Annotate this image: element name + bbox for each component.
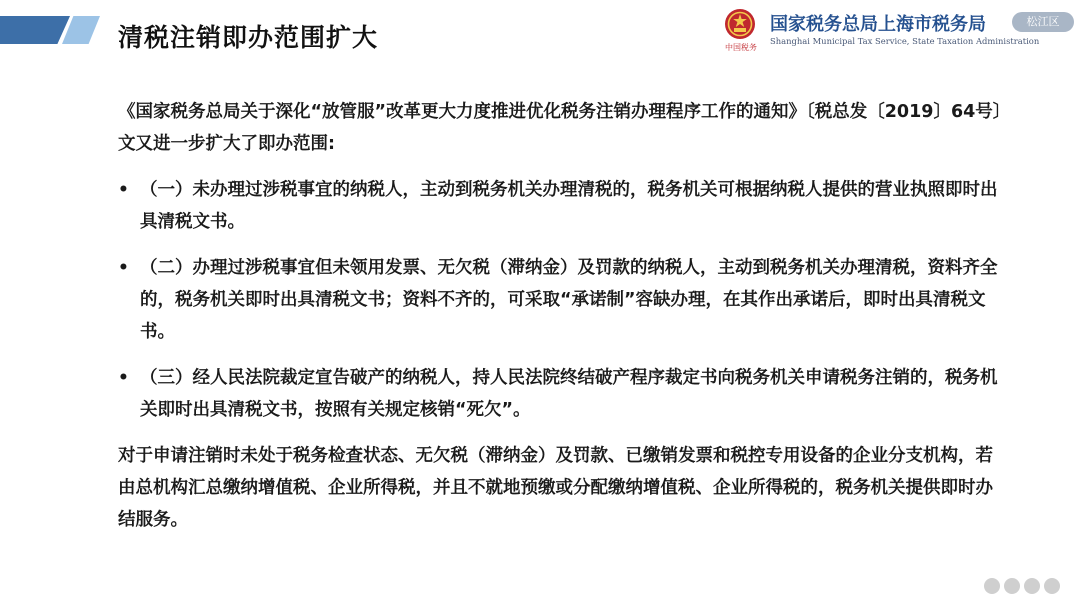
page-dot[interactable] xyxy=(984,578,1000,594)
slide-content xyxy=(118,96,1008,536)
emblem-caption: 中国税务 xyxy=(725,43,757,52)
page-title: 清税注销即办范围扩大 xyxy=(118,23,379,52)
intro-paragraph: 《国家税务总局关于深化“放管服”改革更大力度推进优化税务注销办理程序工作的通知》〔税总发〔2019〕64号〕文又进一步扩大了即办范围: xyxy=(118,102,1002,154)
org-name-en: Shanghai Municipal Tax Service, State Taxation Administration xyxy=(770,36,1040,46)
district-badge: 松江区 xyxy=(1012,12,1074,32)
bullet-text: （三）经人民法院裁定宣告破产的纳税人，持人民法院终结破产程序裁定书向税务机关申请税务注销的，税务机关即时出具清税文书，按照有关规定核销“死欠”。 xyxy=(140,368,998,420)
page-indicator xyxy=(984,578,1060,594)
page-dot[interactable] xyxy=(1004,578,1020,594)
title-accent-dark xyxy=(0,16,70,44)
bullet-dot: • xyxy=(118,180,129,200)
tax-emblem-icon xyxy=(724,8,756,40)
org-header xyxy=(720,6,1040,56)
org-name-cn: 国家税务总局上海市税务局 xyxy=(770,14,986,35)
closing-paragraph: 对于申请注销时未处于税务检查状态、无欠税（滞纳金）及罚款、已缴销发票和税控专用设备的企业分支机构，若由总机构汇总缴纳增值税、企业所得税，并且不就地预缴或分配缴纳增值税、企业所得税的，税务机关提供即时办结服务。 xyxy=(118,446,993,530)
bullet-item-3 xyxy=(118,362,1008,426)
bullet-item-2 xyxy=(118,252,1008,348)
bullet-item-1 xyxy=(118,174,1008,238)
bullet-dot: • xyxy=(118,368,129,388)
bullet-text: （一）未办理过涉税事宜的纳税人，主动到税务机关办理清税的，税务机关可根据纳税人提供的营业执照即时出具清税文书。 xyxy=(140,180,998,232)
page-dot[interactable] xyxy=(1024,578,1040,594)
title-accent-bar xyxy=(0,16,100,44)
page-dot[interactable] xyxy=(1044,578,1060,594)
bullet-text: （二）办理过涉税事宜但未领用发票、无欠税（滞纳金）及罚款的纳税人，主动到税务机关办理清税，资料齐全的，税务机关即时出具清税文书；资料不齐的，可采取“承诺制”容缺办理，在其作出承诺后，即时出具清税文书。 xyxy=(140,258,998,342)
bullet-dot: • xyxy=(118,258,129,278)
